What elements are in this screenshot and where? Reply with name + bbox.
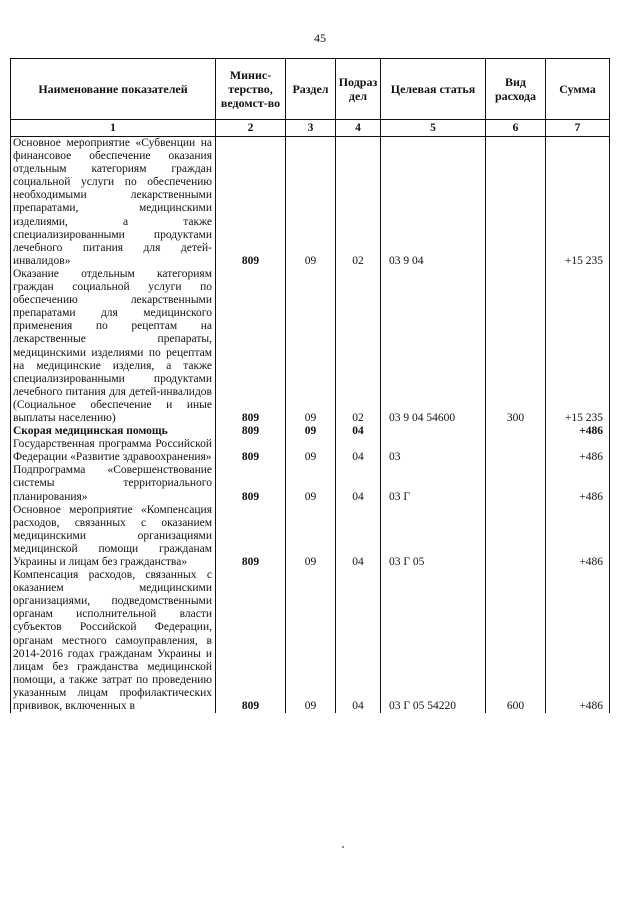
row-name: Скорая медицинская помощь <box>11 425 216 438</box>
header-number: 2 <box>216 120 286 137</box>
header-subsection: Подраз дел <box>336 59 381 120</box>
row-expense <box>486 464 546 503</box>
row-subsection: 04 <box>336 569 381 713</box>
row-ministry: 809 <box>216 438 286 464</box>
row-name: Государственная программа Российской Федерации «Развитие здравоохранения» <box>11 438 216 464</box>
header-number: 6 <box>486 120 546 137</box>
row-ministry: 809 <box>216 464 286 503</box>
row-expense: 300 <box>486 268 546 425</box>
row-target: 03 Г 05 <box>381 504 486 569</box>
header-number: 5 <box>381 120 486 137</box>
row-name: Основное мероприятие «Компенсация расходов, связанных с оказанием медицинскими организациями медицинской помощи гражданам Украины и лицам без гражданства» <box>11 504 216 569</box>
page-number: 45 <box>314 31 326 45</box>
table-row <box>11 268 610 425</box>
row-name: Оказание отдельным категориям граждан социальной услуги по обеспечению лекарственными препаратами для медицинского применения по рецептам на лекарственные препараты, медицинскими изделиями по рецептам на медицинские изделия, а также специализированными продуктами лечебного питания для детей-инвалидов (Социальное обеспечение и иные выплаты населению) <box>11 268 216 425</box>
row-sum: +15 235 <box>546 268 610 425</box>
row-section: 09 <box>286 137 336 268</box>
table-header <box>11 59 610 137</box>
row-target: 03 9 04 54600 <box>381 268 486 425</box>
header-number: 7 <box>546 120 610 137</box>
row-expense <box>486 504 546 569</box>
row-subsection: 04 <box>336 425 381 438</box>
row-subsection: 04 <box>336 464 381 503</box>
row-expense: 600 <box>486 569 546 713</box>
row-sum: +486 <box>546 438 610 464</box>
row-ministry: 809 <box>216 425 286 438</box>
row-name: Компенсация расходов, связанных с оказанием медицинскими организациями, подведомственными органам исполнительной власти субъектов Российской Федерации, органам местного самоуправления, в 2014-2016 годах гражданам Украины и лицам без гражданства медицинской помощи, а также затрат по проведению указанным лицам профилактических прививок, включенных в <box>11 569 216 713</box>
table-body <box>11 137 610 714</box>
row-name: Основное мероприятие «Субвенции на финансовое обеспечение оказания отдельным категориям граждан социальной услуги по обеспечению необходимыми лекарственными препаратами, медицинскими изделиями, а также специализированными продуктами лечебного питания для детей-инвалидов» <box>11 137 216 268</box>
header-number: 1 <box>11 120 216 137</box>
row-sum: +486 <box>546 569 610 713</box>
row-subsection: 04 <box>336 504 381 569</box>
row-subsection: 04 <box>336 438 381 464</box>
header-sum: Сумма <box>546 59 610 120</box>
row-ministry: 809 <box>216 137 286 268</box>
header-ministry: Минис-терство, ведомст-во <box>216 59 286 120</box>
table-row <box>11 464 610 503</box>
row-section: 09 <box>286 464 336 503</box>
row-section: 09 <box>286 268 336 425</box>
table-row <box>11 438 610 464</box>
row-target: 03 Г <box>381 464 486 503</box>
row-ministry: 809 <box>216 569 286 713</box>
table-row <box>11 569 610 713</box>
row-ministry: 809 <box>216 504 286 569</box>
row-expense <box>486 438 546 464</box>
row-name: Подпрограмма «Совершенствование системы территориального планирования» <box>11 464 216 503</box>
row-target: 03 9 04 <box>381 137 486 268</box>
row-section: 09 <box>286 504 336 569</box>
scan-speck <box>342 846 344 848</box>
row-sum: +486 <box>546 425 610 438</box>
row-sum: +15 235 <box>546 137 610 268</box>
row-section: 09 <box>286 438 336 464</box>
header-expense: Вид расхода <box>486 59 546 120</box>
header-number: 4 <box>336 120 381 137</box>
budget-table <box>10 58 610 713</box>
row-target: 03 <box>381 438 486 464</box>
row-expense <box>486 425 546 438</box>
row-subsection: 02 <box>336 268 381 425</box>
header-section: Раздел <box>286 59 336 120</box>
table-row <box>11 425 610 438</box>
header-number: 3 <box>286 120 336 137</box>
row-sum: +486 <box>546 504 610 569</box>
header-target: Целевая статья <box>381 59 486 120</box>
row-target: 03 Г 05 54220 <box>381 569 486 713</box>
row-sum: +486 <box>546 464 610 503</box>
table-row <box>11 504 610 569</box>
row-expense <box>486 137 546 268</box>
row-section: 09 <box>286 425 336 438</box>
row-subsection: 02 <box>336 137 381 268</box>
row-section: 09 <box>286 569 336 713</box>
row-target <box>381 425 486 438</box>
header-name: Наименование показателей <box>11 59 216 120</box>
table-row <box>11 137 610 268</box>
row-ministry: 809 <box>216 268 286 425</box>
